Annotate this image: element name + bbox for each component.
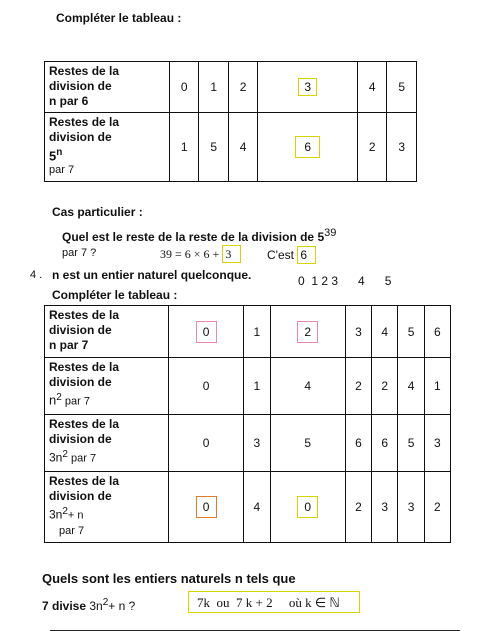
- table-cell: 5: [398, 306, 424, 358]
- table-cell: 6: [424, 306, 450, 358]
- intro-text: n est un entier naturel quelconque.: [52, 268, 252, 282]
- table-cell: 2: [358, 113, 387, 182]
- cas-question: Quel est le reste de la reste de la division de $5^{39}$: [62, 227, 337, 244]
- table-cell: 6: [372, 415, 398, 472]
- cas-answer: C'est 6: [267, 246, 316, 264]
- table-cell-highlighted: 6: [258, 113, 358, 182]
- table-cell: 4: [358, 62, 387, 113]
- row-header: Restes de la division de n par 6: [45, 62, 170, 113]
- table-cell: 2: [345, 472, 371, 543]
- table-cell: 1: [170, 113, 199, 182]
- table-cell: 3: [398, 472, 424, 543]
- table-cell: 4: [270, 358, 345, 415]
- table-cell: 1: [199, 62, 228, 113]
- section-title: Compléter le tableau :: [56, 11, 182, 25]
- table-cell: 0: [170, 62, 199, 113]
- table-cell: 0: [169, 358, 244, 415]
- item-number: 4 .: [30, 269, 43, 281]
- table-cell: 5: [398, 415, 424, 472]
- table-cell: 5: [387, 62, 417, 113]
- table-cell: 4: [244, 472, 270, 543]
- remainders-table-2: [44, 305, 451, 543]
- remainders-table-1: [44, 61, 417, 182]
- table-cell: 4: [228, 113, 257, 182]
- table-cell: 3: [372, 472, 398, 543]
- table-cell-highlighted: 0: [270, 472, 345, 543]
- row-header: Restes de la division de $3n^2+ n$ par 7: [45, 472, 169, 543]
- row-header: Restes de la division de $3n^2$ par 7: [45, 415, 169, 472]
- table-cell: 1: [424, 358, 450, 415]
- table-cell: 4: [372, 306, 398, 358]
- row-header: Restes de la division de $n^2$ par 7: [45, 358, 169, 415]
- table-cell-highlighted: 0: [169, 306, 244, 358]
- cas-equation: 39 = 6 × 6 + 3: [160, 245, 241, 263]
- table-cell: 2: [372, 358, 398, 415]
- section-title-2: Compléter le tableau :: [52, 288, 178, 302]
- final-answer: 7k ou 7 k + 2 où k ∈ ℕ: [188, 591, 360, 613]
- row-header: Restes de la division de 5$^n$ par 7: [45, 113, 170, 182]
- table-cell: 1: [244, 306, 270, 358]
- table-cell: 2: [345, 358, 371, 415]
- final-divise: 7 divise $3n^2+ n$ ?: [42, 597, 136, 613]
- table-cell: 2: [424, 472, 450, 543]
- table-cell-highlighted: 0: [169, 472, 244, 543]
- table-cell: 3: [424, 415, 450, 472]
- final-question: Quels sont les entiers naturels n tels que: [42, 571, 296, 586]
- table-cell: 2: [228, 62, 257, 113]
- table-cell: 1: [244, 358, 270, 415]
- cas-title: Cas particulier :: [52, 205, 143, 219]
- row-header: Restes de la division de n par 7: [45, 306, 169, 358]
- table-cell: 3: [387, 113, 417, 182]
- cas-par7: par 7 ?: [62, 247, 97, 259]
- table-cell: 6: [345, 415, 371, 472]
- table-cell: 5: [199, 113, 228, 182]
- table-cell: 0: [169, 415, 244, 472]
- stray-digits: 0 1 2 3 4 5: [298, 274, 392, 288]
- table-cell: 3: [244, 415, 270, 472]
- table-cell: 5: [270, 415, 345, 472]
- table-cell: 3: [345, 306, 371, 358]
- table-cell-highlighted: 3: [258, 62, 358, 113]
- table-cell-highlighted: 2: [270, 306, 345, 358]
- table-cell: 4: [398, 358, 424, 415]
